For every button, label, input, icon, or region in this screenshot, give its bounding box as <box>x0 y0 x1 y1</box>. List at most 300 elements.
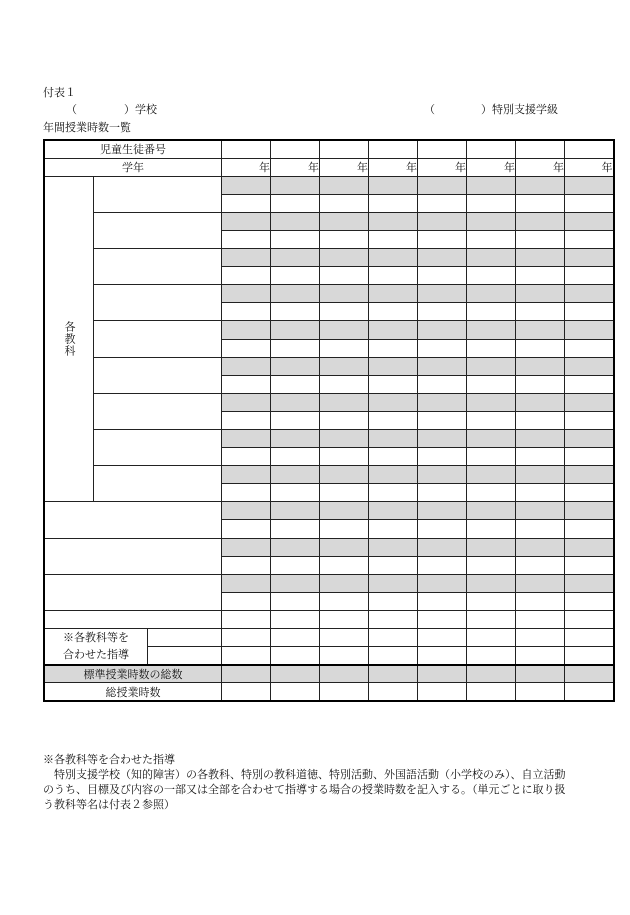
student-number-row <box>44 140 614 158</box>
actual-hours-cell[interactable] <box>369 592 418 610</box>
total-hours-label: 総授業時数 <box>44 683 222 701</box>
standard-hours-cell[interactable] <box>271 357 320 375</box>
standard-hours-cell[interactable] <box>418 176 467 194</box>
standard-hours-cell[interactable] <box>565 176 614 194</box>
actual-hours-cell[interactable] <box>467 610 516 628</box>
student-number-cell[interactable] <box>516 140 565 158</box>
actual-hours-cell[interactable] <box>467 592 516 610</box>
actual-hours-cell[interactable] <box>320 520 369 538</box>
standard-total-cell[interactable] <box>271 665 320 683</box>
standard-hours-cell[interactable] <box>369 538 418 556</box>
actual-hours-cell[interactable] <box>565 484 614 502</box>
actual-hours-cell[interactable] <box>418 411 467 429</box>
actual-hours-cell[interactable] <box>271 556 320 574</box>
subject-row <box>44 357 614 375</box>
actual-hours-cell[interactable] <box>320 375 369 393</box>
standard-hours-cell[interactable] <box>516 430 565 448</box>
standard-hours-cell[interactable] <box>271 176 320 194</box>
student-number-cell[interactable] <box>418 140 467 158</box>
actual-hours-cell[interactable] <box>418 267 467 285</box>
year-cell[interactable]: 年 <box>320 158 369 176</box>
standard-total-cell[interactable] <box>467 665 516 683</box>
actual-hours-cell[interactable] <box>467 448 516 466</box>
standard-hours-cell[interactable] <box>467 249 516 267</box>
subject-name-cell[interactable] <box>94 176 222 212</box>
standard-hours-cell[interactable] <box>222 249 271 267</box>
actual-hours-cell[interactable] <box>271 520 320 538</box>
standard-hours-cell[interactable] <box>565 212 614 230</box>
subject-rows <box>44 176 614 502</box>
actual-hours-cell[interactable] <box>516 448 565 466</box>
standard-hours-cell[interactable] <box>369 321 418 339</box>
other-activity-row <box>44 574 614 592</box>
hours-cell[interactable] <box>565 647 614 665</box>
student-number-cell[interactable] <box>222 140 271 158</box>
actual-hours-cell[interactable] <box>565 267 614 285</box>
year-cell[interactable]: 年 <box>369 158 418 176</box>
actual-hours-cell[interactable] <box>418 484 467 502</box>
standard-hours-cell[interactable] <box>222 212 271 230</box>
actual-hours-cell[interactable] <box>222 556 271 574</box>
actual-hours-cell[interactable] <box>565 375 614 393</box>
standard-hours-cell[interactable] <box>320 393 369 411</box>
standard-hours-cell[interactable] <box>271 285 320 303</box>
subject-name-cell[interactable] <box>94 212 222 248</box>
standard-total-cell[interactable] <box>320 665 369 683</box>
actual-hours-cell[interactable] <box>222 484 271 502</box>
special-class-label: ）特別支援学級 <box>481 103 558 116</box>
actual-hours-cell[interactable] <box>271 610 320 628</box>
appendix-label: 付表１ <box>43 86 76 99</box>
actual-hours-cell[interactable] <box>271 267 320 285</box>
total-hours-cell[interactable] <box>222 683 271 701</box>
actual-hours-cell[interactable] <box>565 592 614 610</box>
total-hours-row <box>44 683 614 701</box>
standard-hours-cell[interactable] <box>271 393 320 411</box>
standard-hours-cell[interactable] <box>320 249 369 267</box>
grade-row <box>44 158 614 176</box>
hours-cell[interactable] <box>565 629 614 647</box>
standard-hours-cell[interactable] <box>271 502 320 520</box>
standard-hours-cell[interactable] <box>418 574 467 592</box>
student-number-cell[interactable] <box>565 140 614 158</box>
standard-hours-cell[interactable] <box>271 321 320 339</box>
standard-hours-cell[interactable] <box>467 285 516 303</box>
hours-cell[interactable] <box>271 629 320 647</box>
actual-hours-cell[interactable] <box>222 375 271 393</box>
actual-hours-cell[interactable] <box>516 339 565 357</box>
standard-hours-cell[interactable] <box>565 321 614 339</box>
standard-hours-cell[interactable] <box>222 285 271 303</box>
standard-hours-cell[interactable] <box>222 538 271 556</box>
standard-total-cell[interactable] <box>369 665 418 683</box>
activity-name-cell[interactable] <box>44 574 222 610</box>
combined-subject-cell[interactable] <box>148 629 222 647</box>
standard-hours-cell[interactable] <box>320 430 369 448</box>
standard-hours-cell[interactable] <box>271 574 320 592</box>
standard-hours-cell[interactable] <box>467 538 516 556</box>
actual-hours-cell[interactable] <box>565 448 614 466</box>
actual-hours-cell[interactable] <box>565 230 614 248</box>
year-cell[interactable]: 年 <box>565 158 614 176</box>
actual-hours-cell[interactable] <box>271 194 320 212</box>
actual-hours-cell[interactable] <box>222 520 271 538</box>
combined-label-line2: 合わせた指導 <box>63 648 129 662</box>
actual-hours-cell[interactable] <box>467 375 516 393</box>
standard-hours-cell[interactable] <box>320 285 369 303</box>
actual-hours-cell[interactable] <box>418 303 467 321</box>
standard-hours-cell[interactable] <box>369 466 418 484</box>
standard-hours-cell[interactable] <box>516 212 565 230</box>
standard-hours-cell[interactable] <box>222 357 271 375</box>
actual-hours-cell[interactable] <box>222 610 271 628</box>
standard-hours-cell[interactable] <box>320 212 369 230</box>
footnote-title: ※各教科等を合わせた指導 <box>43 753 175 766</box>
standard-hours-cell[interactable] <box>516 321 565 339</box>
standard-hours-cell[interactable] <box>369 212 418 230</box>
actual-hours-cell[interactable] <box>467 339 516 357</box>
standard-hours-cell[interactable] <box>565 574 614 592</box>
actual-hours-cell[interactable] <box>467 303 516 321</box>
actual-hours-cell[interactable] <box>467 520 516 538</box>
standard-hours-cell[interactable] <box>222 430 271 448</box>
subject-row <box>44 285 614 303</box>
actual-hours-cell[interactable] <box>271 592 320 610</box>
total-hours-cell[interactable] <box>516 683 565 701</box>
actual-hours-cell[interactable] <box>418 339 467 357</box>
standard-hours-cell[interactable] <box>516 466 565 484</box>
subject-row <box>44 430 614 448</box>
actual-hours-cell[interactable] <box>271 448 320 466</box>
actual-hours-cell[interactable] <box>320 610 369 628</box>
actual-hours-cell[interactable] <box>418 592 467 610</box>
subject-row <box>44 393 614 411</box>
standard-hours-cell[interactable] <box>222 176 271 194</box>
standard-hours-cell[interactable] <box>418 393 467 411</box>
standard-hours-cell[interactable] <box>516 393 565 411</box>
standard-hours-cell[interactable] <box>320 321 369 339</box>
actual-hours-cell[interactable] <box>271 339 320 357</box>
standard-hours-cell[interactable] <box>467 502 516 520</box>
standard-hours-cell[interactable] <box>271 466 320 484</box>
standard-hours-cell[interactable] <box>369 502 418 520</box>
standard-total-row <box>44 665 614 683</box>
actual-hours-cell[interactable] <box>565 339 614 357</box>
standard-hours-cell[interactable] <box>565 502 614 520</box>
actual-hours-cell[interactable] <box>565 411 614 429</box>
actual-hours-cell[interactable] <box>516 303 565 321</box>
hours-cell[interactable] <box>418 647 467 665</box>
standard-hours-cell[interactable] <box>320 574 369 592</box>
standard-hours-cell[interactable] <box>467 393 516 411</box>
year-cell[interactable]: 年 <box>222 158 271 176</box>
actual-hours-cell[interactable] <box>418 556 467 574</box>
standard-hours-cell[interactable] <box>516 574 565 592</box>
total-hours-cell[interactable] <box>320 683 369 701</box>
actual-hours-cell[interactable] <box>516 411 565 429</box>
standard-hours-cell[interactable] <box>516 285 565 303</box>
year-cell[interactable]: 年 <box>271 158 320 176</box>
extra-rows <box>44 502 614 629</box>
standard-hours-cell[interactable] <box>369 574 418 592</box>
actual-hours-cell[interactable] <box>222 267 271 285</box>
footnote-line1: 特別支援学校（知的障害）の各教科、特別の教科道徳、特別活動、外国語活動（小学校のみ）、自立活動 <box>54 768 566 781</box>
hours-cell[interactable] <box>320 629 369 647</box>
actual-hours-cell[interactable] <box>516 194 565 212</box>
subject-row <box>44 176 614 194</box>
actual-hours-cell[interactable] <box>369 267 418 285</box>
actual-hours-cell[interactable] <box>271 303 320 321</box>
hours-cell[interactable] <box>418 629 467 647</box>
student-number-cell[interactable] <box>369 140 418 158</box>
actual-hours-cell[interactable] <box>320 267 369 285</box>
standard-hours-cell[interactable] <box>516 502 565 520</box>
actual-hours-cell[interactable] <box>369 484 418 502</box>
hours-cell[interactable] <box>320 647 369 665</box>
subject-name-cell[interactable] <box>94 466 222 502</box>
standard-hours-cell[interactable] <box>467 212 516 230</box>
year-cell[interactable]: 年 <box>516 158 565 176</box>
standard-hours-cell[interactable] <box>369 285 418 303</box>
standard-hours-cell[interactable] <box>565 393 614 411</box>
standard-hours-cell[interactable] <box>418 285 467 303</box>
standard-hours-cell[interactable] <box>467 574 516 592</box>
table-title: 年間授業時数一覧 <box>43 121 131 134</box>
standard-hours-cell[interactable] <box>565 430 614 448</box>
standard-hours-cell[interactable] <box>320 502 369 520</box>
actual-hours-cell[interactable] <box>222 448 271 466</box>
actual-hours-cell[interactable] <box>516 592 565 610</box>
footnote-line2: のうち、目標及び内容の一部又は全部を合わせて指導する場合の授業時数を記入する。（単元ごとに取り扱 <box>43 783 566 796</box>
actual-hours-cell[interactable] <box>565 610 614 628</box>
actual-hours-cell[interactable] <box>222 592 271 610</box>
subject-name-cell[interactable] <box>94 285 222 321</box>
other-activity-row <box>44 538 614 556</box>
standard-hours-cell[interactable] <box>418 321 467 339</box>
standard-hours-cell[interactable] <box>222 574 271 592</box>
actual-hours-cell[interactable] <box>516 267 565 285</box>
hours-cell[interactable] <box>369 647 418 665</box>
total-hours-cell[interactable] <box>418 683 467 701</box>
standard-hours-cell[interactable] <box>271 430 320 448</box>
actual-hours-cell[interactable] <box>516 520 565 538</box>
total-hours-cell[interactable] <box>467 683 516 701</box>
standard-hours-cell[interactable] <box>467 176 516 194</box>
actual-hours-cell[interactable] <box>320 484 369 502</box>
standard-total-cell[interactable] <box>418 665 467 683</box>
actual-hours-cell[interactable] <box>271 375 320 393</box>
combined-row-1 <box>44 629 614 647</box>
standard-hours-cell[interactable] <box>565 285 614 303</box>
school-open-paren: （ <box>66 103 77 116</box>
actual-hours-cell[interactable] <box>320 230 369 248</box>
standard-hours-cell[interactable] <box>418 466 467 484</box>
standard-total-cell[interactable] <box>222 665 271 683</box>
standard-hours-cell[interactable] <box>369 357 418 375</box>
actual-hours-cell[interactable] <box>467 267 516 285</box>
student-number-cell[interactable] <box>320 140 369 158</box>
standard-hours-cell[interactable] <box>565 466 614 484</box>
actual-hours-cell[interactable] <box>271 411 320 429</box>
hours-cell[interactable] <box>369 629 418 647</box>
standard-hours-cell[interactable] <box>516 176 565 194</box>
total-hours-cell[interactable] <box>369 683 418 701</box>
standard-hours-cell[interactable] <box>418 357 467 375</box>
standard-hours-cell[interactable] <box>222 466 271 484</box>
standard-hours-cell[interactable] <box>418 538 467 556</box>
actual-hours-cell[interactable] <box>271 484 320 502</box>
other-activity-row <box>44 502 614 520</box>
standard-hours-cell[interactable] <box>467 466 516 484</box>
actual-hours-cell[interactable] <box>369 303 418 321</box>
actual-hours-cell[interactable] <box>467 230 516 248</box>
standard-hours-cell[interactable] <box>320 176 369 194</box>
actual-hours-cell[interactable] <box>369 610 418 628</box>
standard-hours-cell[interactable] <box>467 321 516 339</box>
standard-total-cell[interactable] <box>565 665 614 683</box>
actual-hours-cell[interactable] <box>369 556 418 574</box>
actual-hours-cell[interactable] <box>320 556 369 574</box>
standard-hours-cell[interactable] <box>418 212 467 230</box>
standard-hours-cell[interactable] <box>467 430 516 448</box>
standard-hours-cell[interactable] <box>418 502 467 520</box>
actual-hours-cell[interactable] <box>418 448 467 466</box>
standard-hours-cell[interactable] <box>320 466 369 484</box>
year-cell[interactable]: 年 <box>418 158 467 176</box>
actual-hours-cell[interactable] <box>369 520 418 538</box>
hours-cell[interactable] <box>516 629 565 647</box>
blank-name-cell[interactable] <box>44 610 222 628</box>
standard-hours-cell[interactable] <box>516 357 565 375</box>
standard-hours-cell[interactable] <box>222 321 271 339</box>
standard-hours-cell[interactable] <box>565 538 614 556</box>
actual-hours-cell[interactable] <box>516 375 565 393</box>
standard-hours-cell[interactable] <box>418 430 467 448</box>
subject-name-cell[interactable] <box>94 357 222 393</box>
actual-hours-cell[interactable] <box>320 592 369 610</box>
student-number-cell[interactable] <box>271 140 320 158</box>
actual-hours-cell[interactable] <box>516 610 565 628</box>
standard-hours-cell[interactable] <box>222 393 271 411</box>
hours-cell[interactable] <box>516 647 565 665</box>
activity-name-cell[interactable] <box>44 538 222 574</box>
actual-hours-cell[interactable] <box>369 448 418 466</box>
hours-cell[interactable] <box>222 647 271 665</box>
actual-hours-cell[interactable] <box>222 303 271 321</box>
actual-hours-cell[interactable] <box>418 520 467 538</box>
subject-name-cell[interactable] <box>94 393 222 429</box>
actual-hours-cell[interactable] <box>320 339 369 357</box>
combined-subject-cell[interactable] <box>148 647 222 665</box>
subject-row <box>44 212 614 230</box>
hours-cell[interactable] <box>271 647 320 665</box>
subject-name-cell[interactable] <box>94 321 222 357</box>
standard-hours-cell[interactable] <box>418 249 467 267</box>
blank-row <box>44 610 614 628</box>
actual-hours-cell[interactable] <box>369 230 418 248</box>
standard-hours-cell[interactable] <box>222 502 271 520</box>
school-label: ）学校 <box>124 103 157 116</box>
actual-hours-cell[interactable] <box>369 411 418 429</box>
hours-cell[interactable] <box>467 647 516 665</box>
standard-hours-cell[interactable] <box>369 249 418 267</box>
actual-hours-cell[interactable] <box>418 375 467 393</box>
actual-hours-cell[interactable] <box>320 194 369 212</box>
subjects-vertical-label: 各教科 <box>44 176 94 502</box>
standard-hours-cell[interactable] <box>369 393 418 411</box>
standard-hours-cell[interactable] <box>369 176 418 194</box>
activity-name-cell[interactable] <box>44 502 222 538</box>
standard-hours-cell[interactable] <box>320 538 369 556</box>
actual-hours-cell[interactable] <box>222 339 271 357</box>
actual-hours-cell[interactable] <box>320 303 369 321</box>
standard-hours-cell[interactable] <box>369 430 418 448</box>
hours-cell[interactable] <box>222 629 271 647</box>
actual-hours-cell[interactable] <box>369 339 418 357</box>
standard-hours-cell[interactable] <box>271 538 320 556</box>
annual-hours-table <box>43 139 615 702</box>
subject-name-cell[interactable] <box>94 249 222 285</box>
actual-hours-cell[interactable] <box>516 556 565 574</box>
footnote-line3: う教科等名は付表２参照） <box>43 798 175 811</box>
total-hours-cell[interactable] <box>271 683 320 701</box>
actual-hours-cell[interactable] <box>565 303 614 321</box>
actual-hours-cell[interactable] <box>222 230 271 248</box>
standard-hours-cell[interactable] <box>565 357 614 375</box>
actual-hours-cell[interactable] <box>516 484 565 502</box>
subject-row <box>44 321 614 339</box>
actual-hours-cell[interactable] <box>418 230 467 248</box>
hours-cell[interactable] <box>467 629 516 647</box>
subject-row <box>44 249 614 267</box>
year-cell[interactable]: 年 <box>467 158 516 176</box>
grade-label: 学年 <box>44 158 222 176</box>
actual-hours-cell[interactable] <box>418 194 467 212</box>
actual-hours-cell[interactable] <box>271 230 320 248</box>
standard-hours-cell[interactable] <box>516 249 565 267</box>
standard-hours-cell[interactable] <box>467 357 516 375</box>
actual-hours-cell[interactable] <box>467 194 516 212</box>
standard-hours-cell[interactable] <box>271 249 320 267</box>
total-hours-cell[interactable] <box>565 683 614 701</box>
actual-hours-cell[interactable] <box>565 556 614 574</box>
actual-hours-cell[interactable] <box>222 411 271 429</box>
standard-hours-cell[interactable] <box>516 538 565 556</box>
actual-hours-cell[interactable] <box>467 484 516 502</box>
actual-hours-cell[interactable] <box>467 411 516 429</box>
combined-instruction-label <box>44 629 148 665</box>
actual-hours-cell[interactable] <box>565 520 614 538</box>
standard-total-cell[interactable] <box>516 665 565 683</box>
actual-hours-cell[interactable] <box>320 411 369 429</box>
actual-hours-cell[interactable] <box>320 448 369 466</box>
student-number-label: 児童生徒番号 <box>44 140 222 158</box>
actual-hours-cell[interactable] <box>418 610 467 628</box>
actual-hours-cell[interactable] <box>369 194 418 212</box>
subject-name-cell[interactable] <box>94 430 222 466</box>
standard-hours-cell[interactable] <box>320 357 369 375</box>
special-class-open-paren: （ <box>424 103 435 116</box>
standard-hours-cell[interactable] <box>271 212 320 230</box>
actual-hours-cell[interactable] <box>516 230 565 248</box>
actual-hours-cell[interactable] <box>369 375 418 393</box>
student-number-cell[interactable] <box>467 140 516 158</box>
combined-label-line1: ※各教科等を <box>63 631 129 645</box>
actual-hours-cell[interactable] <box>565 194 614 212</box>
actual-hours-cell[interactable] <box>222 194 271 212</box>
standard-hours-cell[interactable] <box>565 249 614 267</box>
actual-hours-cell[interactable] <box>467 556 516 574</box>
